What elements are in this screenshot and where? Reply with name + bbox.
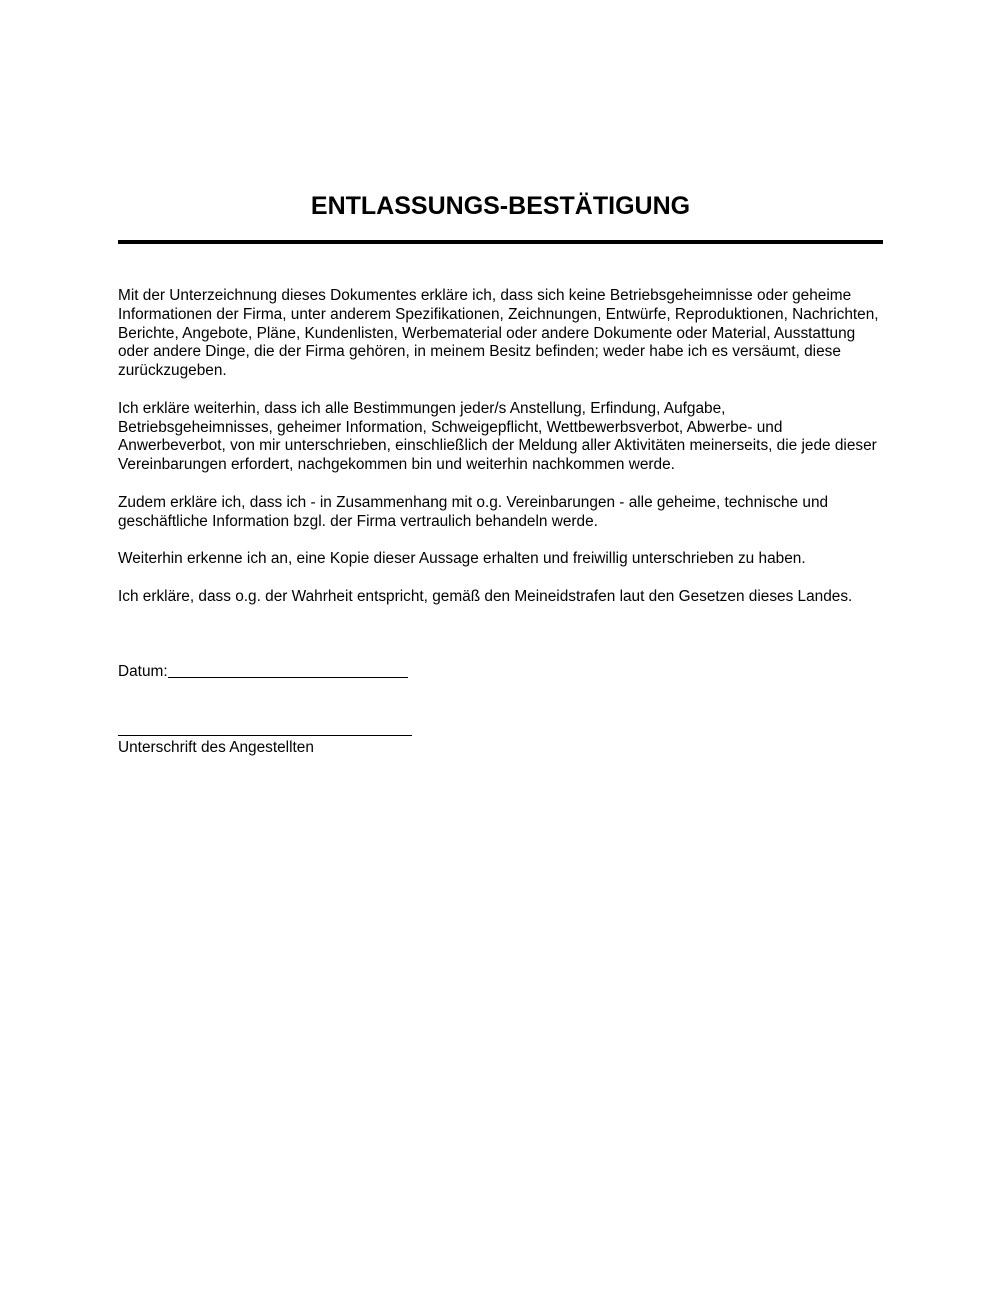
paragraph-compliance: Ich erkläre weiterhin, dass ich alle Bestimmungen jeder/s Anstellung, Erfindung, Aufgabe, Betriebsgeheimnisses, geheimer Information, Schweigepflicht, Wettbewerbsverbot, Abwerbe- und Anwerbeverbot, von mir unterschrieben, einschließlich der Meldung aller Aktivitäten meinerseits, die jede dieser Vereinbarungen erfordert, nachgekommen bin und weiterhin nachkommen werde. <box>118 399 877 474</box>
paragraph-truth-declaration: Ich erkläre, dass o.g. der Wahrheit entspricht, gemäß den Meineidstrafen laut den Gesetzen dieses Landes. <box>118 587 853 605</box>
signature-field-line[interactable] <box>118 735 412 736</box>
paragraph-secrecy: Zudem erkläre ich, dass ich - in Zusammenhang mit o.g. Vereinbarungen - alle geheime, technische und geschäftliche Information bzgl. der Firma vertraulich behandeln werde. <box>118 493 829 530</box>
document-title: ENTLASSUNGS-BESTÄTIGUNG <box>310 192 691 220</box>
paragraph-confidentiality: Mit der Unterzeichnung dieses Dokumentes erkläre ich, dass sich keine Betriebsgeheimnisse oder geheime Informationen der Firma, unter anderem Spezifikationen, Zeichnungen, Entwürfe, Reproduktionen, Nachrichten, Berichte, Angebote, Pläne, Kundenlisten, Werbematerial oder andere Dokumente oder Material, Ausstattung oder andere Dinge, die der Firma gehören, in meinem Besitz befinden; weder habe ich es versäumt, diese zurückzugeben. <box>118 287 879 380</box>
date-label: Datum: <box>118 663 168 680</box>
signature-label: Unterschrift des Angestellten <box>118 739 314 756</box>
signature-block <box>118 662 418 757</box>
document-body <box>118 287 883 625</box>
title-divider <box>118 240 883 244</box>
date-row <box>118 662 418 681</box>
date-field-line[interactable] <box>168 677 408 678</box>
paragraph-acknowledgement: Weiterhin erkenne ich an, eine Kopie dieser Aussage erhalten und freiwillig unterschrieben zu haben. <box>118 550 806 568</box>
